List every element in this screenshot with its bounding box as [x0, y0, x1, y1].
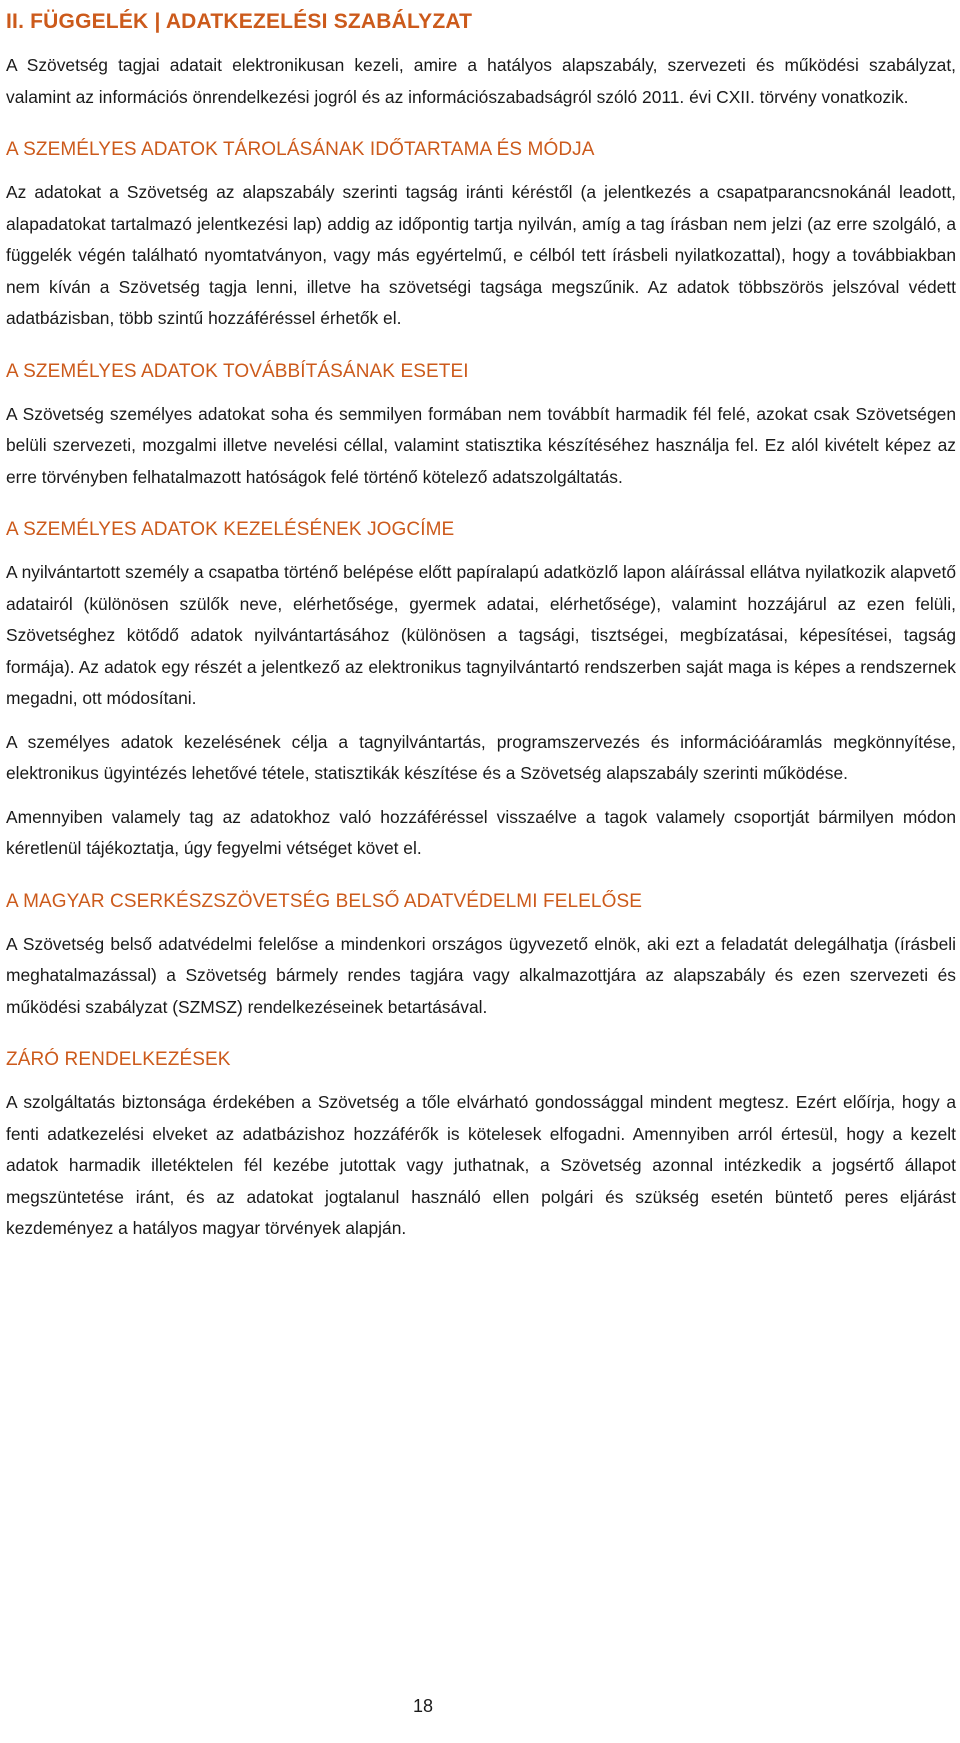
main-title [6, 0, 956, 40]
title-separator: | [154, 10, 161, 33]
section-heading-transfer: A SZEMÉLYES ADATOK TOVÁBBÍTÁSÁNAK ESETEI [6, 360, 469, 382]
page-number: 18 [412, 1696, 434, 1716]
intro-paragraph: A Szövetség tagjai adatait elektronikusan kezeli, amire a hatályos alapszabály, szervezeti és működési szabályzat, valamint az információs önrendelkezési jogról és az információszabadságról szóló 2011. évi CXII. törvény vonatkozik. [6, 55, 956, 107]
section-heading-data-protection-officer: A MAGYAR CSERKÉSZSZÖVETSÉG BELSŐ ADATVÉDELMI FELELŐSE [6, 890, 643, 912]
paragraph: A személyes adatok kezelésének célja a tagnyilvántartás, programszervezés és információáramlás megkönnyítése, elektronikus ügyintézés lehetővé tétele, statisztikák készítése és a Szövetség alapszabály szerinti működése. [6, 731, 956, 783]
title-part-2: ADATKEZELÉSI SZABÁLYZAT [165, 10, 473, 33]
paragraph: A Szövetség személyes adatokat soha és semmilyen formában nem továbbít harmadik fél felé, azokat csak Szövetségen belüli szervezeti, mozgalmi illetve nevelési céllal, valamint statisztika készítéséhez használja fel. Ez alól kivételt képez az erre törvényben felhatalmazott hatóságok felé történő kötelező adatszolgáltatás. [6, 403, 956, 487]
paragraph: A szolgáltatás biztonsága érdekében a Szövetség a tőle elvárható gondossággal mindent megtesz. Ezért előírja, hogy a fenti adatkezelési elveket az adatbázishoz hozzáférők is kötelesek elfogadni. Amennyiben arról értesül, hogy a kezelt adatok harmadik illetéktelen fél kezébe jutottak vagy juthatnak, a Szövetség azonnal intézkedik a jogsértő állapot megszüntetése iránt, és az adatokat jogtalanul használó ellen polgári és szükség esetén büntető peres eljárást kezdeményez a hatályos magyar törvények alapján. [6, 1092, 956, 1238]
paragraph: A Szövetség belső adatvédelmi felelőse a mindenkori országos ügyvezető elnök, aki ezt a feladatát delegálhatja (írásbeli meghatalmazással) a Szövetség bármely rendes tagjára vagy alkalmazottjára az alapszabály és ezen szervezeti és működési szabályzat (SZMSZ) rendelkezéseinek betartásával. [6, 933, 956, 1017]
paragraph: Az adatokat a Szövetség az alapszabály szerinti tagság iránti kéréstől (a jelentkezés a csapatparancsnokánál leadott, alapadatokat tartalmazó jelentkezési lap) addig az időpontig tartja nyilván, amíg a tag írásban nem jelzi (az erre szolgáló, a függelék végén található nyomtatványon, vagy más egyértelmű, e célból tett írásbeli nyilatkozattal), hogy a továbbiakban nem kíván a Szövetség tagja lenni, illetve ha szövetségi tagsága megszűnik. Az adatok többszörös jelszóval védett adatbázisban, több szintű hozzáféréssel érhetők el. [6, 182, 956, 328]
section-heading-storage: A SZEMÉLYES ADATOK TÁROLÁSÁNAK IDŐTARTAMA ÉS MÓDJA [6, 139, 595, 160]
title-part-1: II. FÜGGELÉK [6, 10, 149, 33]
section-heading-legal-basis: A SZEMÉLYES ADATOK KEZELÉSÉNEK JOGCÍME [6, 519, 455, 540]
paragraph: Amennyiben valamely tag az adatokhoz való hozzáféréssel visszaélve a tagok valamely csoportját bármilyen módon kéretlenül tájékoztatja, úgy fegyelmi vétséget követ el. [6, 806, 956, 858]
paragraph: A nyilvántartott személy a csapatba történő belépése előtt papíralapú adatközlő lapon aláírással ellátva nyilatkozik alapvető adatairól (különösen szülők neve, elérhetősége, gyermek adatai, elérhetősége), valamint hozzájárul az ezen felüli, Szövetséghez kötődő adatok nyilvántartásához (különösen a tagsági, tisztségei, megbízatásai, képesítései, tagság formája). Az adatok egy részét a jelentkező az elektronikus tagnyilvántartó rendszerben saját maga is képes a rendszernek megadni, ott módosítani. [6, 562, 956, 708]
section-heading-closing-provisions: ZÁRÓ RENDELKEZÉSEK [6, 1049, 231, 1070]
document-page [6, 0, 956, 1245]
